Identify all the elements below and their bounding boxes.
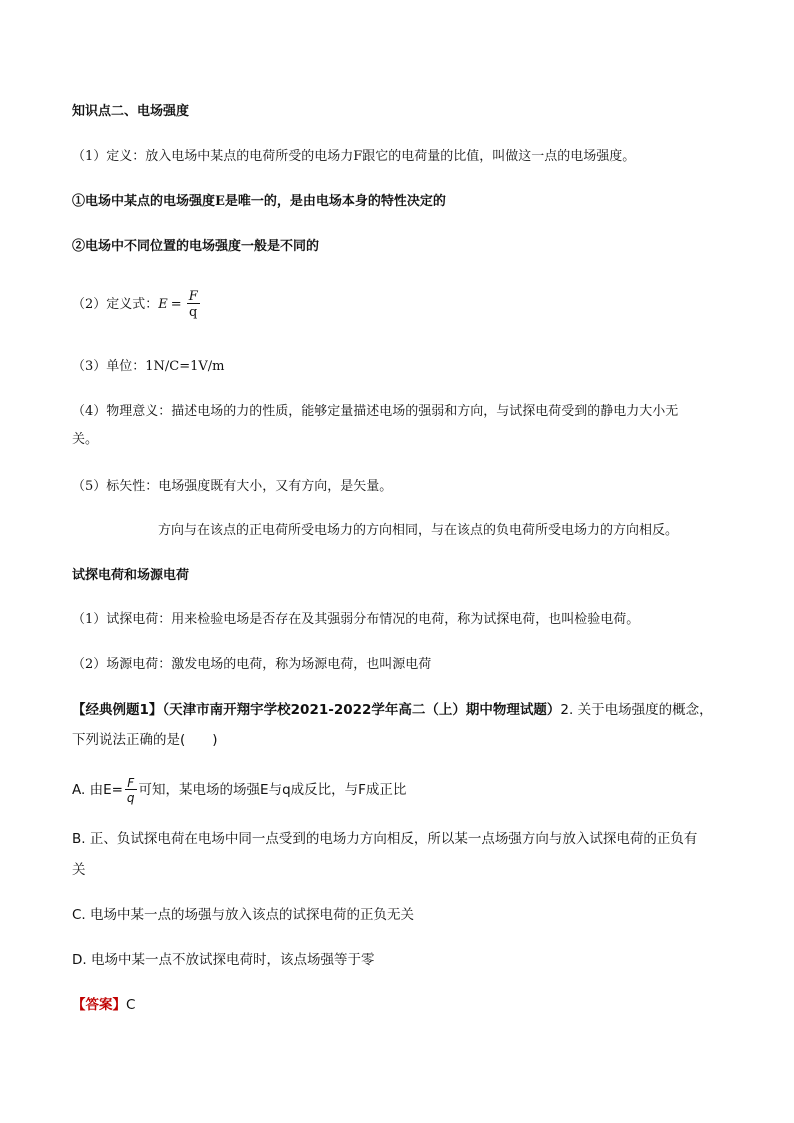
note-2: ②电场中不同位置的电场强度一般是不同的 (72, 239, 320, 254)
answer (72, 995, 135, 1015)
meaning-line-1: （4）物理意义：描述电场的力的性质，能够定量描述电场的强弱和方向，与试探电荷受到的静电力大小无 (72, 404, 679, 419)
option-c: C. 电场中某一点的场强与放入该点的试探电荷的正负无关 (72, 907, 415, 923)
formula-denominator: q (187, 303, 200, 319)
option-a-prefix: A. 由E= (72, 782, 123, 798)
test-charge-text: （1）试探电荷：用来检验电场是否存在及其强弱分布情况的电荷，称为试探电荷，也叫检验电荷。 (72, 612, 640, 627)
direction-text: 方向与在该点的正电荷所受电场力的方向相同，与在该点的负电荷所受电场力的方向相反。 (158, 523, 679, 538)
unit-text: （3）单位：1N/C=1V/m (72, 359, 225, 374)
formula-lhs: E (158, 297, 168, 312)
answer-value: C (126, 997, 136, 1013)
answer-label: 【答案】 (72, 997, 126, 1013)
subtitle: 试探电荷和场源电荷 (72, 568, 190, 583)
formula-fraction (187, 290, 200, 319)
section-title: 知识点二、电场强度 (72, 104, 190, 119)
source-charge-text: （2）场源电荷：激发电场的电荷，称为场源电荷，也叫源电荷 (72, 657, 432, 672)
example-source: （天津市南开翔宇学校2021-2022学年高二（上）期中物理试题） (162, 702, 561, 718)
option-b-line-1: B. 正、负试探电荷在电场中同一点受到的电场力方向相反，所以某一点场强方向与放入试探电荷的正负有 (72, 831, 698, 847)
example-question (72, 700, 713, 720)
definition-text: （1）定义：放入电场中某点的电荷所受的电场力F跟它的电荷量的比值，叫做这一点的电场强度。 (72, 149, 636, 164)
option-b-line-2: 关 (72, 862, 86, 878)
option-a-denominator: q (126, 790, 135, 805)
formula-numerator: F (188, 289, 198, 304)
definition-formula (72, 288, 202, 322)
option-a-fraction (125, 777, 137, 804)
meaning-line-2: 关。 (72, 432, 99, 447)
option-d: D. 电场中某一点不放试探电荷时，该点场强等于零 (72, 952, 375, 968)
option-a-text: 可知，某电场的场强E与q成反比，与F成正比 (138, 782, 407, 798)
example-question-line-2: 下列说法正确的是( ) (72, 732, 218, 748)
formula-equals: = (170, 297, 182, 312)
vector-text: （5）标矢性：电场强度既有大小，又有方向，是矢量。 (72, 479, 393, 494)
option-a (72, 770, 406, 810)
option-a-numerator: F (127, 775, 135, 790)
formula-prefix: （2）定义式： (72, 297, 159, 312)
example-question-text: 2. 关于电场强度的概念， (560, 702, 713, 718)
note-1: ①电场中某点的电场强度E是唯一的，是由电场本身的特性决定的 (72, 194, 446, 209)
example-tag: 【经典例题1】 (72, 702, 163, 718)
